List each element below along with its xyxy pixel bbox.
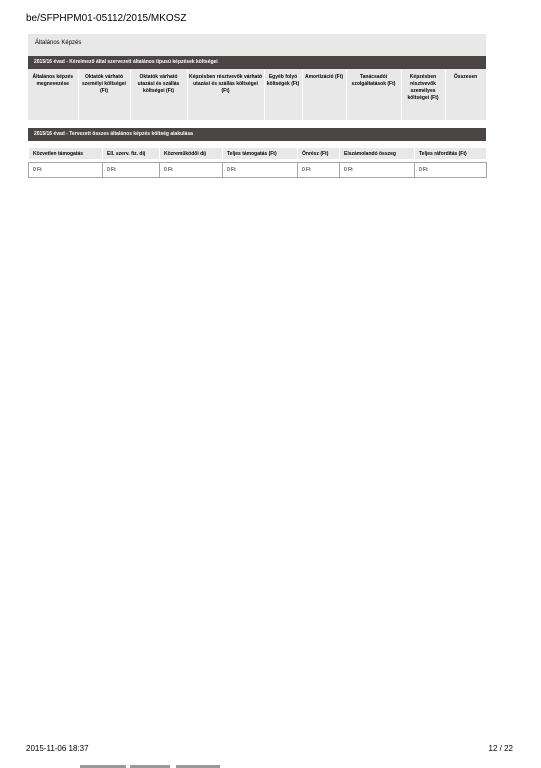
table-cell: 0 Ft — [103, 163, 160, 178]
total-costs-table-header — [28, 147, 487, 160]
table1-title-bar: 2015/16 évad - Kérelmező által szervezett általános típusú képzések költségei — [28, 56, 486, 69]
column-header: Képzésben résztvevők személyes költségei (Ft) — [401, 70, 445, 120]
column-header: Egyéb folyó költségek (Ft) — [264, 70, 302, 120]
table-cell: 0 Ft — [340, 163, 415, 178]
table-row — [29, 163, 487, 178]
table-cell: 0 Ft — [29, 163, 103, 178]
column-header: Oktatók várható utazási és szállás költségei (Ft) — [130, 70, 187, 120]
column-header: Amortizáció (Ft) — [302, 70, 346, 120]
column-header: Ell. szerv. fiz. díj — [103, 148, 160, 160]
table2-title-bar: 2015/16 évad - Tervezett összes általános képzés költség alakulása — [28, 128, 486, 141]
footer-date: 2015-11-06 18:37 — [26, 744, 89, 753]
total-costs-table-values — [28, 162, 487, 178]
training-costs-table — [28, 70, 487, 120]
table2-header-row — [29, 148, 487, 160]
document-id: be/SFPHPM01-05112/2015/MKOSZ — [26, 13, 187, 24]
column-header: Önrész (Ft) — [298, 148, 340, 160]
table-cell: 0 Ft — [415, 163, 487, 178]
column-header: Teljes ráfordítás (Ft) — [415, 148, 487, 160]
column-header: Elszámolandó összeg — [340, 148, 415, 160]
column-header: Képzésben résztvevők várható utazási és szállás költségei (Ft) — [187, 70, 264, 120]
section-title: Általános Képzés — [35, 40, 82, 46]
table1-header-row — [28, 70, 486, 120]
table-cell: 0 Ft — [298, 163, 340, 178]
column-header: Általános képzés megnevezése — [28, 70, 78, 120]
column-header: Közreműködői díj — [160, 148, 223, 160]
column-header: Oktatók várható személyi költségei (Ft) — [78, 70, 130, 120]
column-header: Összesen — [445, 70, 486, 120]
page-number: 12 / 22 — [488, 744, 513, 753]
table-cell: 0 Ft — [160, 163, 223, 178]
column-header: Teljes támogatás (Ft) — [223, 148, 298, 160]
table-cell: 0 Ft — [223, 163, 298, 178]
column-header: Közvetlen támogatás — [29, 148, 103, 160]
column-header: Tanácsadói szolgáltatások (Ft) — [346, 70, 401, 120]
